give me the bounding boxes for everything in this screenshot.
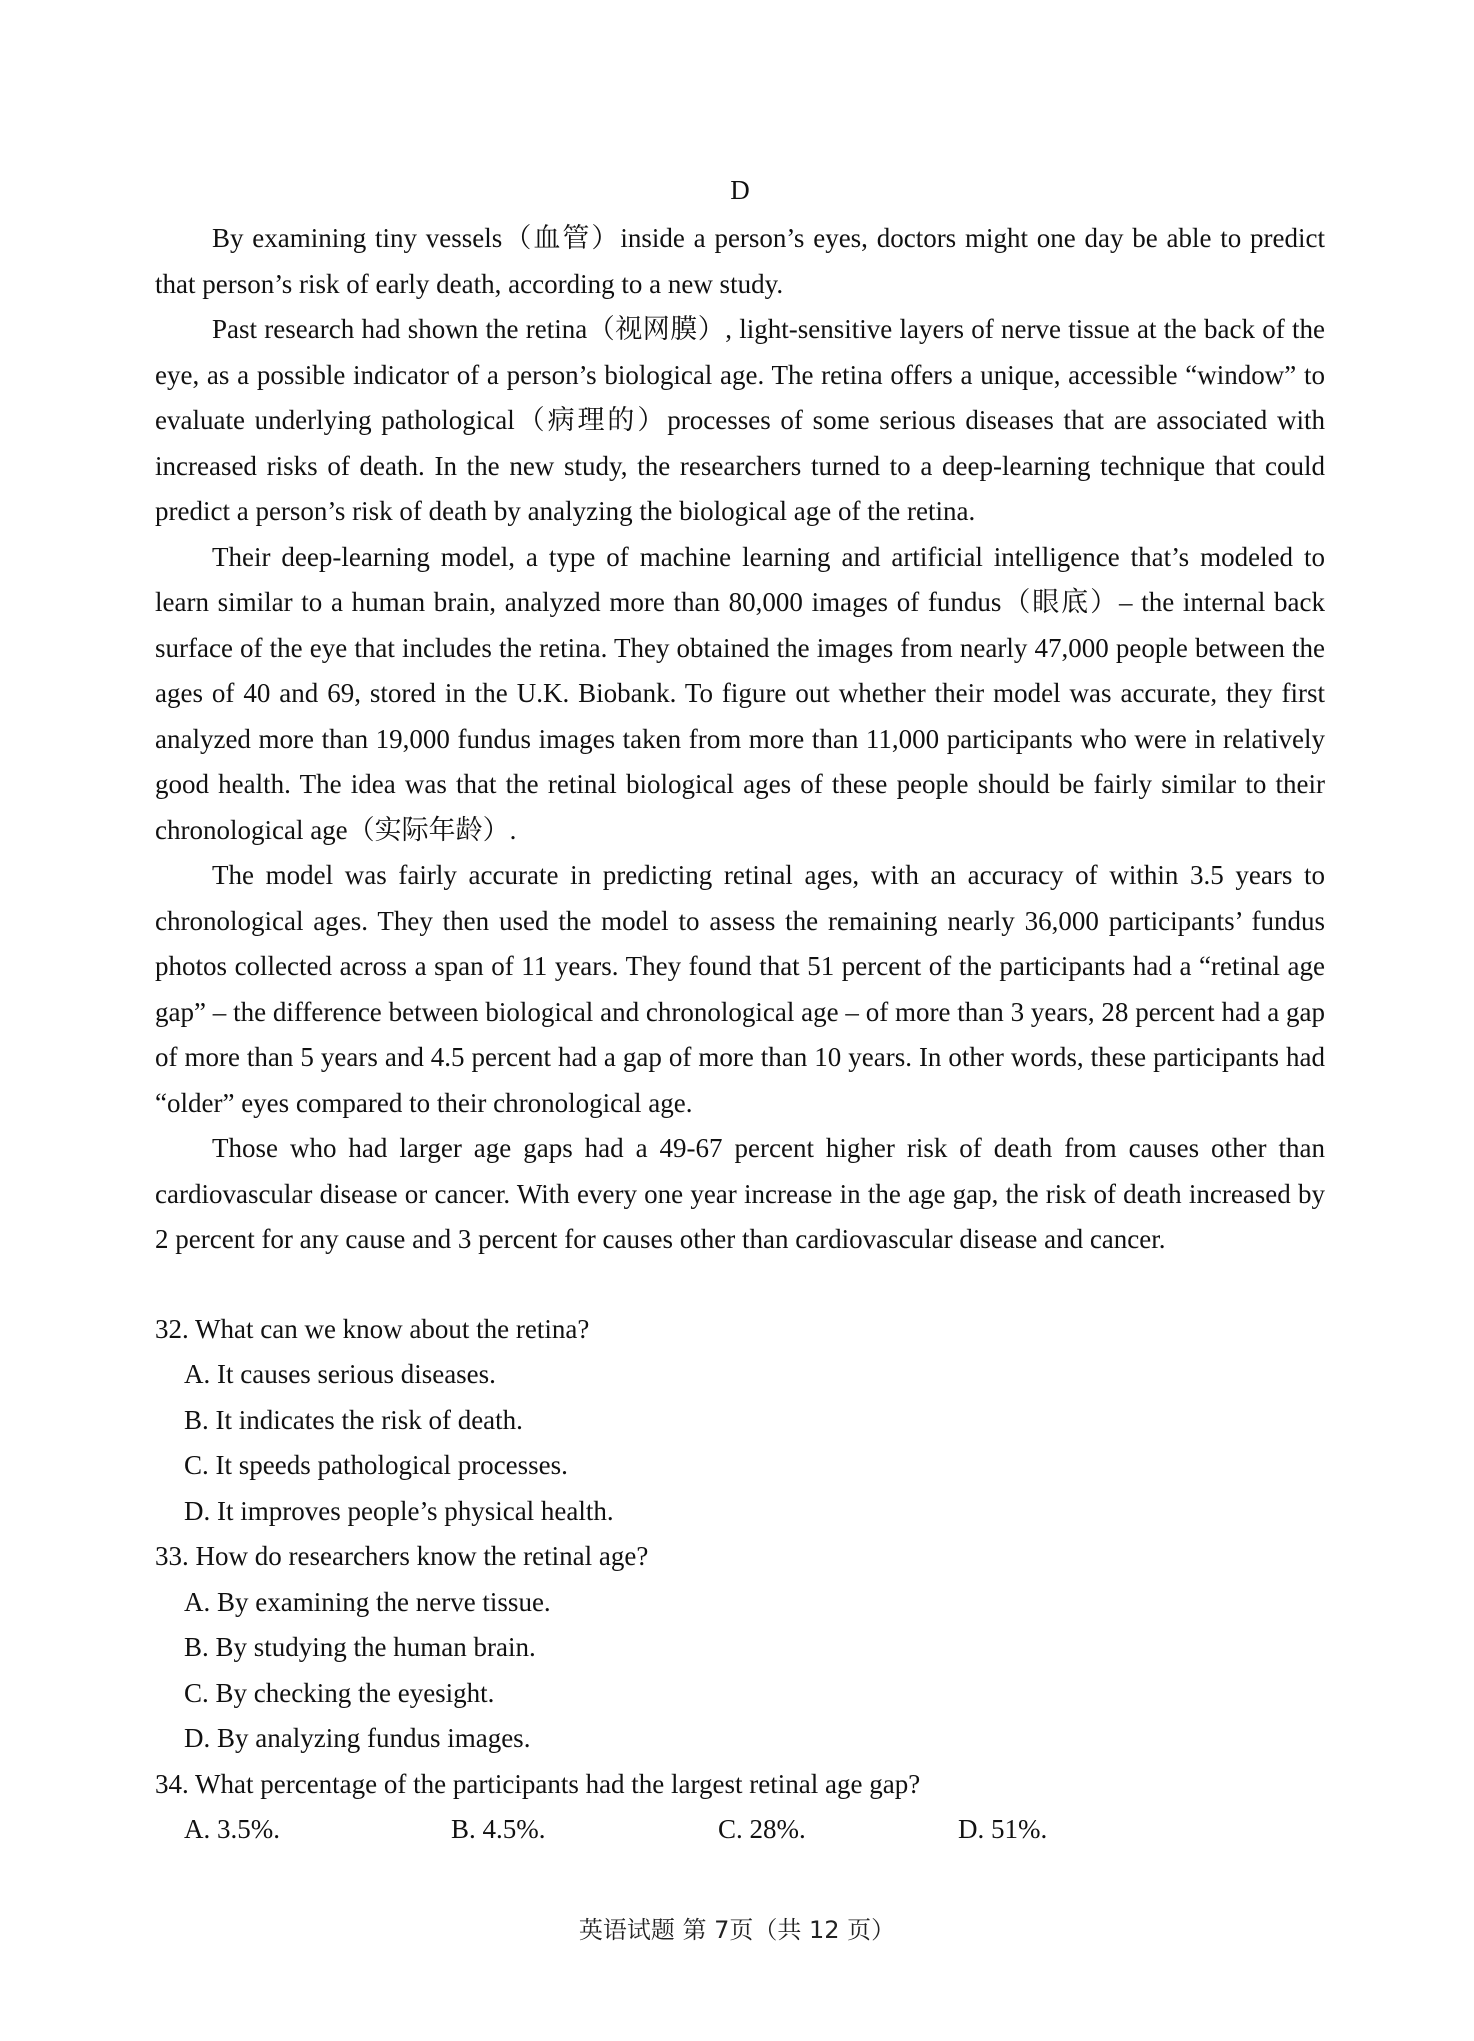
option-a: A. By examining the nerve tissue. <box>184 1586 551 1617</box>
passage-paragraph-4: The model was fairly accurate in predicting retinal ages, with an accuracy of within 3.5 years to chronological ages. They then used the model to assess the remaining nearly 36,000 participants’ fundus photos collected across a span of 11 years. They found that 51 percent of the participants had a “retinal age gap” – the difference between biological and chronological age – of more than 3 years, 28 percent had a gap of more than 5 years and 4.5 percent had a gap of more than 10 years. In other words, these participants had “older” eyes compared to their chronological age. <box>155 860 1325 1118</box>
passage-paragraph-5: Those who had larger age gaps had a 49-67 percent higher risk of death from causes other than cardiovascular disease or cancer. With every one year increase in the age gap, the risk of death increased by 2 percent for any cause and 3 percent for causes other than cardiovascular disease and cancer. <box>155 1133 1325 1254</box>
exam-page <box>155 170 1325 1853</box>
question-33 <box>155 1534 1325 1762</box>
passage <box>155 216 1325 1263</box>
option-b: B. By studying the human brain. <box>184 1632 536 1662</box>
option-c: C. 28%. <box>718 1814 806 1844</box>
option-b: B. 4.5%. <box>451 1814 546 1844</box>
question-list <box>155 1307 1325 1853</box>
passage-paragraph-1: By examining tiny vessels（血管）inside a person’s eyes, doctors might one day be able to predict that person’s risk of early death, according to a new study. <box>155 223 1325 299</box>
option-a: A. It causes serious diseases. <box>184 1359 496 1389</box>
question-34 <box>155 1762 1325 1853</box>
option-row <box>184 1807 1325 1853</box>
passage-paragraph-2: Past research had shown the retina（视网膜）, light-sensitive layers of nerve tissue at the back of the eye, as a possible indicator of a person’s biological age. The retina offers a unique, accessible “window” to evaluate underlying pathological（病理的）processes of some serious diseases that are associated with increased risks of death. In the new study, the researchers turned to a deep-learning technique that could predict a person’s risk of death by analyzing the biological age of the retina. <box>155 314 1325 526</box>
passage-paragraph-3: Their deep-learning model, a type of machine learning and artificial intelligence that’s modeled to learn similar to a human brain, analyzed more than 80,000 images of fundus（眼底）– the internal back surface of the eye that includes the retina. They obtained the images from nearly 47,000 people between the ages of 40 and 69, stored in the U.K. Biobank. To figure out whether their model was accurate, they first analyzed more than 19,000 fundus images taken from more than 11,000 participants who were in relatively good health. The idea was that the retinal biological ages of these people should be fairly similar to their chronological age（实际年龄）. <box>155 541 1325 845</box>
option-c: C. It speeds pathological processes. <box>184 1450 568 1480</box>
question-32 <box>155 1307 1325 1535</box>
question-stem: 34. What percentage of the participants had the largest retinal age gap? <box>155 1768 921 1799</box>
option-b: B. It indicates the risk of death. <box>184 1404 523 1435</box>
page-footer: 英语试题 第 7页（共 12 页） <box>578 1916 896 1944</box>
option-d: D. By analyzing fundus images. <box>184 1723 531 1753</box>
option-a: A. 3.5%. <box>184 1814 280 1844</box>
option-d: D. It improves people’s physical health. <box>184 1495 614 1526</box>
question-stem: 33. How do researchers know the retinal age? <box>155 1541 649 1571</box>
option-c: C. By checking the eyesight. <box>184 1677 495 1708</box>
section-title: D <box>730 175 750 205</box>
question-stem: 32. What can we know about the retina? <box>155 1313 590 1344</box>
option-d: D. 51%. <box>958 1814 1048 1844</box>
